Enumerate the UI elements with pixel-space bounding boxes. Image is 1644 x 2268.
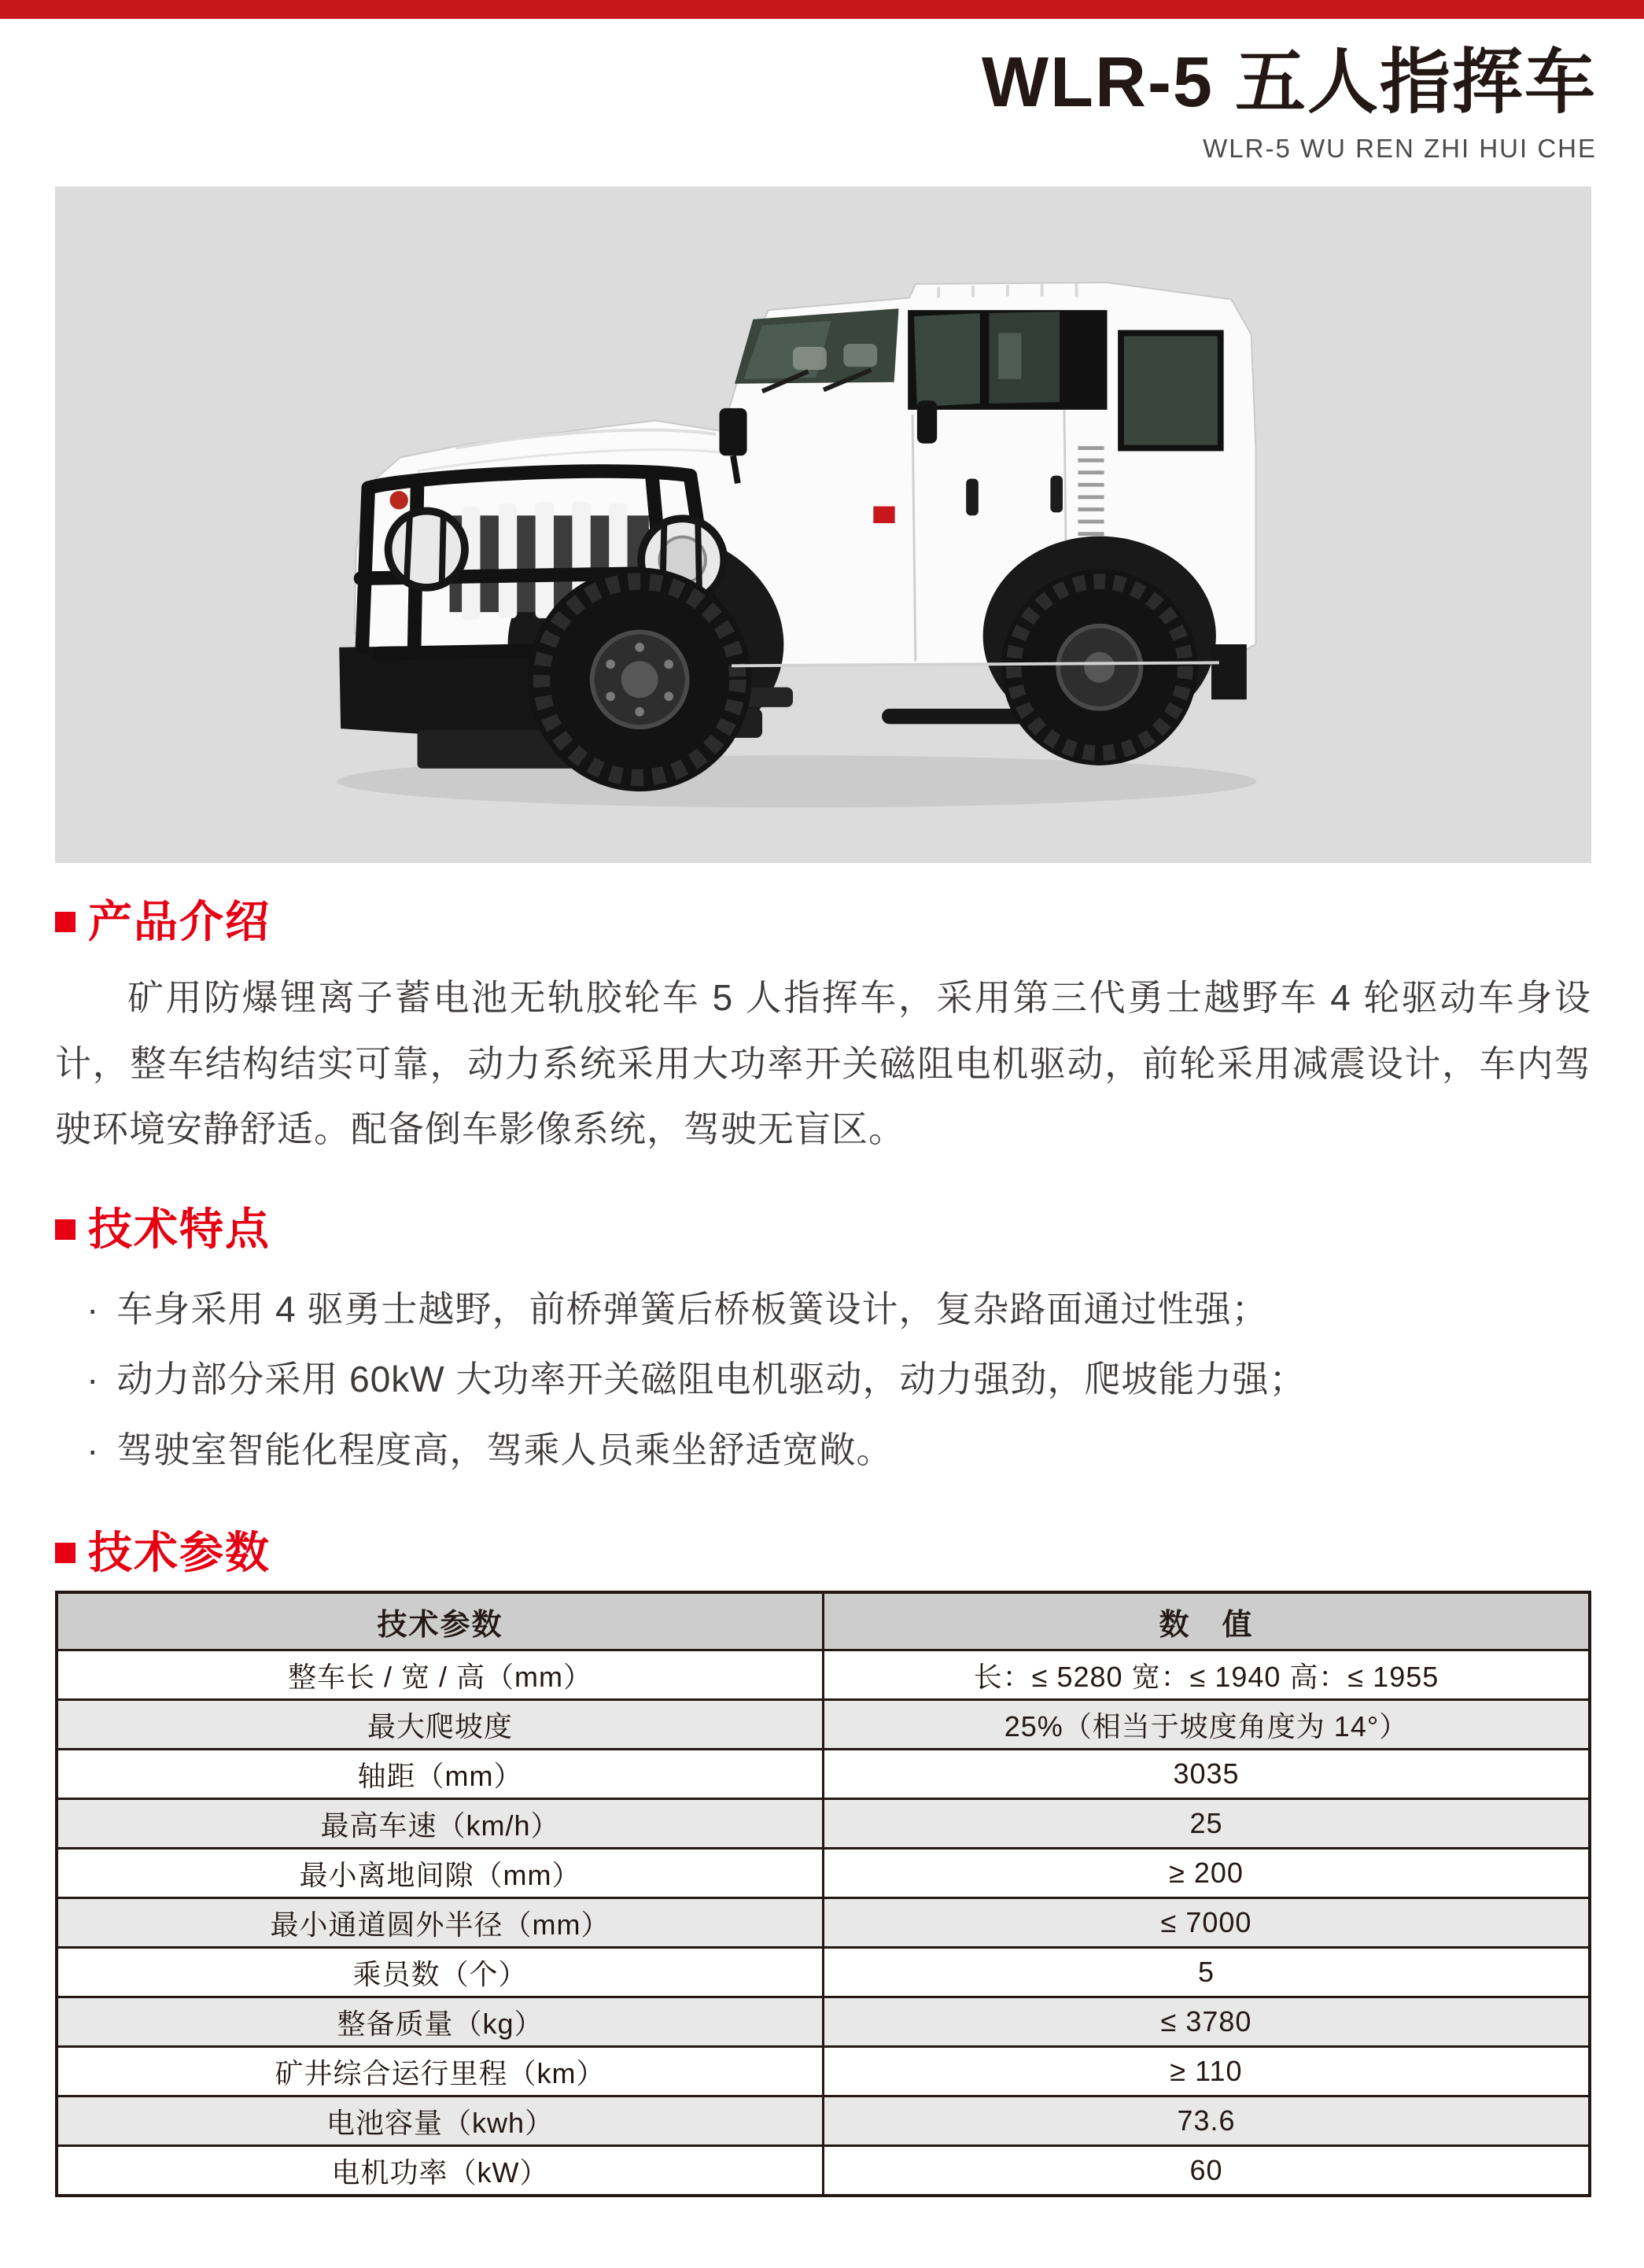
door-handle bbox=[966, 479, 979, 516]
feature-item bbox=[55, 1415, 1591, 1486]
product-photo-panel bbox=[55, 186, 1591, 863]
value-cell: ≤ 3780 bbox=[824, 1997, 1591, 2047]
section-features bbox=[55, 1205, 1591, 1486]
value-cell: 3035 bbox=[824, 1750, 1591, 1799]
red-square-bullet bbox=[55, 1543, 76, 1563]
table-row bbox=[57, 1700, 1590, 1750]
value-cell: 60 bbox=[824, 2146, 1591, 2196]
param-cell: 最大爬坡度 bbox=[57, 1700, 824, 1750]
section-params bbox=[55, 1529, 1591, 2198]
value-cell: 长：≤ 5280 宽：≤ 1940 高：≤ 1955 bbox=[824, 1650, 1591, 1700]
table-row bbox=[57, 1799, 1590, 1849]
headlight bbox=[388, 511, 464, 588]
section-heading-intro-label: 产品介绍 bbox=[88, 897, 271, 947]
param-cell: 乘员数（个） bbox=[57, 1948, 824, 1997]
feature-list bbox=[55, 1274, 1591, 1486]
table-row bbox=[57, 2097, 1590, 2146]
turn-signal bbox=[389, 492, 407, 510]
table-row bbox=[57, 1849, 1590, 1898]
page-title: WLR-5 五人指挥车 bbox=[982, 43, 1597, 122]
table-row bbox=[57, 1948, 1590, 1997]
section-heading-features bbox=[55, 1205, 1591, 1254]
section-heading-params-label: 技术参数 bbox=[88, 1527, 271, 1577]
table-row bbox=[57, 1997, 1590, 2047]
param-cell: 整车长 / 宽 / 高（mm） bbox=[57, 1650, 824, 1700]
param-cell: 轴距（mm） bbox=[57, 1750, 824, 1799]
table-row bbox=[57, 1650, 1590, 1700]
table-header-value: 数 值 bbox=[824, 1592, 1591, 1650]
param-cell: 最高车速（km/h） bbox=[57, 1799, 824, 1849]
feature-text: 车身采用 4 驱勇士越野，前桥弹簧后桥板簧设计，复杂路面通过性强； bbox=[116, 1288, 1269, 1329]
feature-bullet: · bbox=[87, 1429, 100, 1471]
table-header-row bbox=[57, 1592, 1590, 1650]
value-cell: 5 bbox=[824, 1948, 1591, 1997]
table-row bbox=[57, 1898, 1590, 1948]
front-wheel bbox=[527, 568, 751, 792]
param-cell: 矿井综合运行里程（km） bbox=[57, 2047, 824, 2097]
page-subtitle: WLR-5 WU REN ZHI HUI CHE bbox=[1203, 133, 1597, 163]
value-cell: ≥ 200 bbox=[824, 1849, 1591, 1898]
table-row bbox=[57, 1750, 1590, 1799]
red-square-bullet bbox=[55, 1219, 76, 1240]
section-heading-params bbox=[55, 1529, 1591, 1577]
value-cell: 73.6 bbox=[824, 2097, 1591, 2146]
door-handle bbox=[1050, 476, 1063, 513]
red-sticker bbox=[873, 507, 894, 523]
table-row bbox=[57, 2146, 1590, 2196]
param-cell: 电池容量（kwh） bbox=[57, 2097, 824, 2146]
param-cell: 整备质量（kg） bbox=[57, 1997, 824, 2047]
table-row bbox=[57, 2047, 1590, 2097]
value-cell: ≤ 7000 bbox=[824, 1898, 1591, 1948]
feature-text: 驾驶室智能化程度高，驾乘人员乘坐舒适宽敞。 bbox=[116, 1429, 894, 1471]
table-header-param: 技术参数 bbox=[57, 1592, 824, 1650]
params-table bbox=[55, 1591, 1591, 2197]
param-cell: 电机功率（kW） bbox=[57, 2146, 824, 2196]
top-red-bar bbox=[0, 0, 1644, 19]
red-square-bullet bbox=[55, 912, 76, 932]
feature-bullet: · bbox=[87, 1359, 100, 1400]
section-intro bbox=[55, 898, 1591, 1163]
rear-wheel bbox=[1001, 570, 1197, 765]
page-header bbox=[0, 19, 1644, 163]
vehicle-photo bbox=[226, 210, 1421, 839]
feature-text: 动力部分采用 60kW 大功率开关磁阻电机驱动，动力强劲，爬坡能力强； bbox=[116, 1359, 1307, 1400]
door-window-front bbox=[913, 314, 979, 408]
intro-paragraph: 矿用防爆锂离子蓄电池无轨胶轮车 5 人指挥车，采用第三代勇士越野车 4 轮驱动车身设计，整车结构结实可靠，动力系统采用大功率开关磁阻电机驱动，前轮采用减震设计，车内驾驶环境安静舒适。配备倒车影像系统，驾驶无盲区。 bbox=[55, 977, 1591, 1150]
param-cell: 最小通道圆外半径（mm） bbox=[57, 1898, 824, 1948]
cap-window bbox=[1121, 334, 1221, 448]
feature-bullet: · bbox=[87, 1288, 100, 1329]
param-cell: 最小离地间隙（mm） bbox=[57, 1849, 824, 1898]
value-cell: ≥ 110 bbox=[824, 2047, 1591, 2097]
value-cell: 25 bbox=[824, 1799, 1591, 1849]
side-mirror bbox=[719, 408, 746, 455]
section-heading-features-label: 技术特点 bbox=[88, 1204, 271, 1255]
section-heading-intro bbox=[55, 898, 1591, 946]
side-mirror bbox=[916, 401, 936, 444]
value-cell: 25%（相当于坡度角度为 14°） bbox=[824, 1700, 1591, 1750]
params-table-body bbox=[57, 1650, 1590, 2196]
feature-item bbox=[55, 1274, 1591, 1345]
feature-item bbox=[55, 1344, 1591, 1415]
